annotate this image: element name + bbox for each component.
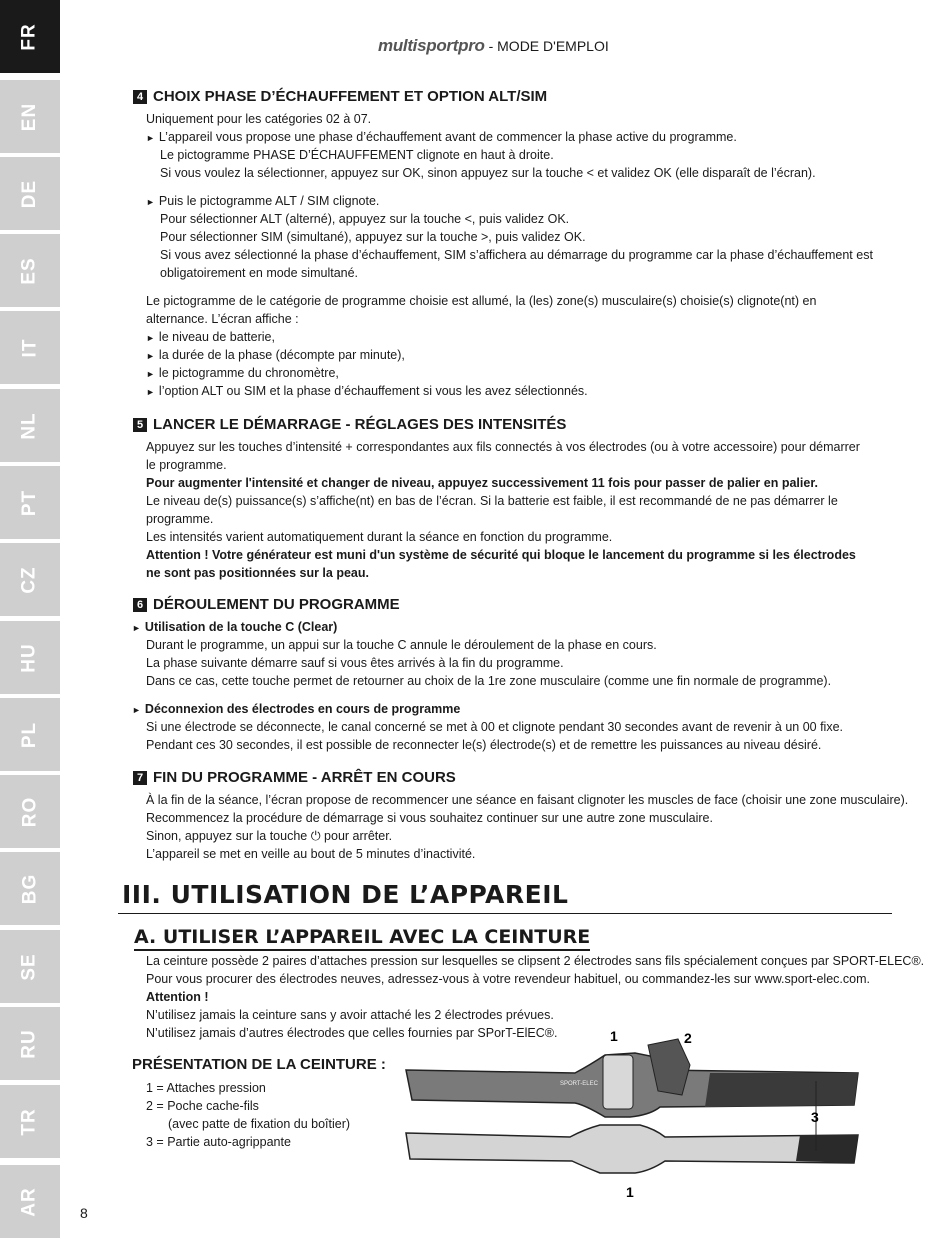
paragraph: Dans ce cas, cette touche permet de retourner au choix de la 1re zone musculaire (comme une fin normale de programme). bbox=[146, 674, 832, 688]
bullet-arrow-icon: ► bbox=[146, 133, 155, 143]
paragraph: Pendant ces 30 secondes, il est possible de reconnecter le(s) électrode(s) et de remettre les puissances au niveau désiré. bbox=[146, 738, 822, 752]
lang-tab-hu[interactable]: HU bbox=[0, 621, 60, 694]
paragraph-bold: Pour augmenter l'intensité et changer de niveau, appuyez successivement 11 fois pour passer de palier en palier. bbox=[146, 476, 818, 490]
paragraph: Recommencez la procédure de démarrage si vous souhaitez continuer sur une autre zone musculaire. bbox=[146, 811, 713, 825]
callout-1-bottom: 1 bbox=[626, 1184, 634, 1200]
bullet-arrow-icon: ► bbox=[146, 369, 155, 379]
bullet-item: ► le pictogramme du chronomètre, bbox=[146, 366, 339, 380]
paragraph: programme. bbox=[146, 512, 214, 526]
lang-tab-tr[interactable]: TR bbox=[0, 1085, 60, 1158]
paragraph: Si une électrode se déconnecte, le canal concerné se met à 00 et clignote pendant 30 secondes avant de revenir à un 00 fixe. bbox=[146, 720, 843, 734]
header-subtitle: - MODE D'EMPLOI bbox=[488, 38, 609, 54]
warning-text: ne sont pas positionnées sur la peau. bbox=[146, 566, 369, 580]
paragraph: N’utilisez jamais d’autres électrodes que celles fournies par SPorT-ElEC®. bbox=[146, 1026, 558, 1040]
legend-item: 3 = Partie auto-agrippante bbox=[146, 1135, 291, 1149]
bullet-item: ► le niveau de batterie, bbox=[146, 330, 275, 344]
paragraph: Pour sélectionner SIM (simultané), appuyez sur la touche >, puis validez OK. bbox=[160, 230, 586, 244]
paragraph: L’appareil se met en veille au bout de 5 minutes d’inactivité. bbox=[146, 847, 476, 861]
lang-tab-se[interactable]: SE bbox=[0, 930, 60, 1003]
paragraph: Appuyez sur les touches d’intensité + correspondantes aux fils connectés à vos électrodes (ou à votre accessoire) pour démarrer bbox=[146, 440, 860, 454]
paragraph: Pour vous procurer des électrodes neuves, adressez-vous à votre revendeur habituel, ou commandez-les sur www.sport-elec.com. bbox=[146, 972, 870, 986]
lang-tab-ro[interactable]: RO bbox=[0, 775, 60, 848]
presentation-heading: PRÉSENTATION DE LA CEINTURE : bbox=[132, 1056, 386, 1073]
lang-tab-cz[interactable]: CZ bbox=[0, 543, 60, 616]
legend-item: 2 = Poche cache-fils bbox=[146, 1099, 259, 1113]
lang-tab-nl[interactable]: NL bbox=[0, 389, 60, 462]
lang-tab-pt[interactable]: PT bbox=[0, 466, 60, 539]
subsection-title: A. UTILISER L’APPAREIL AVEC LA CEINTURE bbox=[134, 926, 590, 951]
bullet-arrow-icon: ► bbox=[132, 705, 141, 715]
section-number: 7 bbox=[133, 771, 147, 785]
section-title: FIN DU PROGRAMME - ARRÊT EN COURS bbox=[153, 769, 456, 786]
paragraph: obligatoirement en mode simultané. bbox=[160, 266, 359, 280]
bullet-arrow-icon: ► bbox=[146, 351, 155, 361]
belt-inner bbox=[406, 1125, 858, 1173]
bullet-item: ► Déconnexion des électrodes en cours de programme bbox=[132, 702, 461, 716]
language-sidebar bbox=[0, 0, 60, 1242]
lang-tab-pl[interactable]: PL bbox=[0, 698, 60, 771]
belt-illustration bbox=[400, 1025, 862, 1205]
section-number: 5 bbox=[133, 418, 147, 432]
warning-text: Attention ! Votre générateur est muni d'un système de sécurité qui bloque le lancement du programme si les électrodes bbox=[146, 548, 856, 562]
bullet-item: ► L’appareil vous propose une phase d’échauffement avant de commencer la phase active du programme. bbox=[146, 130, 737, 144]
lang-tab-bg[interactable]: BG bbox=[0, 852, 60, 925]
belt-logo: SPORT-ELEC bbox=[560, 1081, 598, 1087]
section-number: 4 bbox=[133, 90, 147, 104]
bullet-arrow-icon: ► bbox=[146, 387, 155, 397]
bullet-arrow-icon: ► bbox=[132, 623, 141, 633]
callout-3: 3 bbox=[811, 1109, 819, 1125]
paragraph: Le pictogramme de le catégorie de programme choisie est allumé, la (les) zone(s) musculaire(s) choisie(s) clignote(nt) en bbox=[146, 294, 817, 308]
brand-logo: multisportpro bbox=[378, 36, 485, 55]
page-number: 8 bbox=[80, 1205, 88, 1221]
section-5-heading bbox=[133, 416, 566, 433]
paragraph: Le niveau de(s) puissance(s) s’affiche(nt) en bas de l’écran. Si la batterie est faible, il est recommandé de ne pas démarrer le bbox=[146, 494, 838, 508]
paragraph: Si vous avez sélectionné la phase d’échauffement, SIM s’affichera au démarrage du programme car la phase d’échauffement est bbox=[160, 248, 873, 262]
section-title: CHOIX PHASE D’ÉCHAUFFEMENT ET OPTION ALT/SIM bbox=[153, 88, 548, 105]
page-header bbox=[378, 36, 609, 56]
velcro-area bbox=[705, 1073, 858, 1107]
paragraph: La phase suivante démarre sauf si vous êtes arrivés à la fin du programme. bbox=[146, 656, 564, 670]
chapter-title: III. UTILISATION DE L’APPAREIL bbox=[122, 880, 569, 909]
lang-tab-es[interactable]: ES bbox=[0, 234, 60, 307]
lang-tab-it[interactable]: IT bbox=[0, 311, 60, 384]
section-number: 6 bbox=[133, 598, 147, 612]
paragraph: La ceinture possède 2 paires d’attaches pression sur lesquelles se clipsent 2 électrodes sans fils spécialement conçues par SPORT-ELEC®. bbox=[146, 954, 925, 968]
bullet-item: ► l’option ALT ou SIM et la phase d’échauffement si vous les avez sélectionnés. bbox=[146, 384, 588, 398]
paragraph: Uniquement pour les catégories 02 à 07. bbox=[146, 112, 372, 126]
bullet-item: ► Utilisation de la touche C (Clear) bbox=[132, 620, 338, 634]
paragraph: Sinon, appuyez sur la touche ⏻ pour arrêter. bbox=[146, 829, 393, 843]
velcro-inner bbox=[796, 1135, 858, 1163]
callout-2: 2 bbox=[684, 1030, 692, 1046]
bullet-arrow-icon: ► bbox=[146, 333, 155, 343]
snap-panel bbox=[603, 1055, 633, 1109]
section-title: DÉROULEMENT DU PROGRAMME bbox=[153, 596, 400, 613]
paragraph: Durant le programme, un appui sur la touche C annule le déroulement de la phase en cours. bbox=[146, 638, 657, 652]
lang-tab-ru[interactable]: RU bbox=[0, 1007, 60, 1080]
legend-item: (avec patte de fixation du boîtier) bbox=[168, 1117, 351, 1131]
section-4-heading bbox=[133, 88, 547, 105]
paragraph: N’utilisez jamais la ceinture sans y avoir attaché les 2 électrodes prévues. bbox=[146, 1008, 554, 1022]
paragraph: Le pictogramme PHASE D’ÉCHAUFFEMENT clignote en haut à droite. bbox=[160, 148, 554, 162]
lang-tab-ar[interactable]: AR bbox=[0, 1165, 60, 1238]
paragraph: alternance. L’écran affiche : bbox=[146, 312, 299, 326]
paragraph: le programme. bbox=[146, 458, 227, 472]
bullet-arrow-icon: ► bbox=[146, 197, 155, 207]
lang-tab-en[interactable]: EN bbox=[0, 80, 60, 153]
warning-label: Attention ! bbox=[146, 990, 209, 1004]
callout-1: 1 bbox=[610, 1028, 618, 1044]
section-title: LANCER LE DÉMARRAGE - RÉGLAGES DES INTENSITÉS bbox=[153, 416, 567, 433]
lang-tab-fr[interactable]: FR bbox=[0, 0, 60, 73]
paragraph: Pour sélectionner ALT (alterné), appuyez sur la touche <, puis validez OK. bbox=[160, 212, 570, 226]
paragraph: À la fin de la séance, l’écran propose de recommencer une séance en faisant clignoter les muscles de face (choisir une zone musculaire). bbox=[146, 793, 909, 807]
bullet-item: ► Puis le pictogramme ALT / SIM clignote. bbox=[146, 194, 380, 208]
paragraph: Si vous voulez la sélectionner, appuyez sur OK, sinon appuyez sur la touche < et validez OK (elle disparaît de l’écran). bbox=[160, 166, 816, 180]
lang-tab-de[interactable]: DE bbox=[0, 157, 60, 230]
paragraph: Les intensités varient automatiquement durant la séance en fonction du programme. bbox=[146, 530, 613, 544]
section-6-heading bbox=[133, 596, 400, 613]
legend-item: 1 = Attaches pression bbox=[146, 1081, 266, 1095]
section-7-heading bbox=[133, 769, 456, 786]
divider bbox=[118, 913, 892, 914]
bullet-item: ► la durée de la phase (décompte par minute), bbox=[146, 348, 405, 362]
